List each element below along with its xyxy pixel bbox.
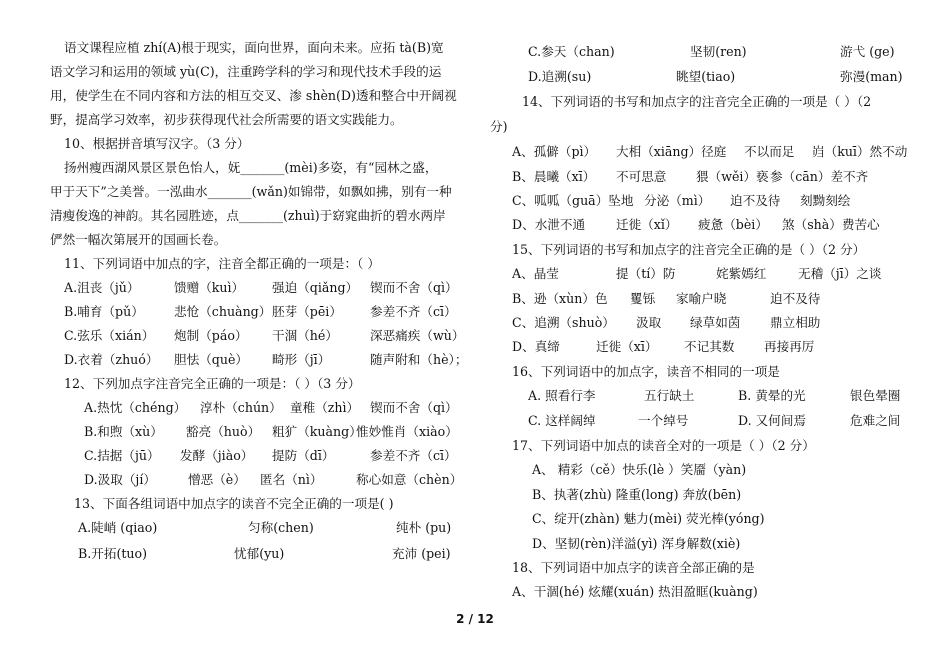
option-d: D、真缔 (512, 339, 560, 354)
option-word: 参差不齐（cī） (370, 304, 457, 319)
option-word: 胆怯（què） (174, 352, 249, 367)
option-word: 馈赠（kuì） (174, 280, 245, 295)
option-c: C. 这样阔绰 (528, 413, 596, 428)
option-word: 强迫（qiǎng） (272, 280, 359, 295)
option-word: 纯朴 (pu) (396, 520, 452, 535)
passage-line: 野，提高学习效率，初步获得现代社会所需要的语文实践能力。 (50, 112, 403, 127)
option-word: 鼎立相助 (770, 315, 821, 330)
option-word: 参差不齐（cī） (370, 448, 457, 463)
option-word: 提防（dī） (272, 448, 335, 463)
option-word: 大相（xiāng）径庭 (616, 144, 727, 159)
option-word: 锲而不舍（qì） (370, 280, 458, 295)
option-c: C、绽开(zhàn) 魅力(mèi) 荧光棒(yóng) (532, 511, 765, 526)
option-word: 猥（wěi）亵 (696, 169, 769, 184)
option-word: 不记其数 (684, 339, 735, 354)
option-b: B、执著(zhù) 隆重(long) 奔放(bēn) (532, 487, 742, 502)
option-word: 匀称(chen) (248, 520, 314, 535)
option-word: 无稽（jī）之谈 (798, 266, 882, 281)
question-10-line: 清瘦俊逸的神韵。其名园胜迹，点_______(zhuì)于窈窕曲折的碧水两岸 (50, 208, 446, 223)
question-12-title: 12、下列加点字注音完全正确的一项是：（ ）（3 分） (64, 376, 361, 391)
question-14-title-cont: 分) (490, 119, 508, 134)
option-word: 匿名（nì） (260, 472, 323, 487)
option-a: A. 照看行李 (528, 388, 596, 403)
option-word: 胚芽（pēi） (272, 304, 342, 319)
option-word: 汲取 (636, 315, 662, 330)
option-c: C、呱呱（guā）坠地 (512, 193, 634, 208)
option-word: 锲而不舍（qì） (370, 400, 458, 415)
option-word: 充沛 (pei) (392, 546, 451, 561)
option-a: A.热忱（chéng） (84, 400, 187, 415)
option-word: 刻黝刻绘 (800, 193, 851, 208)
option-word: 五行缺土 (644, 388, 695, 403)
option-a: A、孤僻（pì） (512, 144, 597, 159)
option-word: 不可思意 (616, 169, 667, 184)
option-word: 不以而足 (744, 144, 795, 159)
question-14-title: 14、下列词语的书写和加点字的注音完全正确的一项是（ ）（2 (522, 94, 872, 109)
option-word: 豁亮（huò） (186, 424, 261, 439)
option-word: 提（tí）防 (616, 266, 676, 281)
option-b: B.哺育（pǔ） (64, 304, 144, 319)
option-word: 弥漫(man) (840, 69, 903, 84)
option-word: 参（cān）差不齐 (770, 169, 869, 184)
question-10-line: 扬州瘦西湖风景区景色怡人，妩_______(mèi)多姿，有“园林之盛， (64, 160, 438, 175)
option-word: 银色晕圈 (850, 388, 901, 403)
option-word: 姹紫嫣红 (716, 266, 767, 281)
option-word: 童稚（zhì） (290, 400, 360, 415)
option-word: 岿（kuī）然不动 (812, 144, 908, 159)
option-d: D、水泄不通 (512, 217, 586, 232)
option-d: D.汲取（jí） (84, 472, 156, 487)
option-c: C.拮据（jū） (84, 448, 160, 463)
option-word: 粗犷（kuàng） (272, 424, 362, 439)
option-word: 煞（shà）费苦心 (782, 217, 880, 232)
option-b: B.开拓(tuo) (78, 546, 148, 561)
option-word: 眺望(tiao) (676, 69, 736, 84)
option-a: A.沮丧（jǔ） (64, 280, 140, 295)
page-number: 2 / 12 (456, 612, 494, 626)
option-word: 绿草如茵 (690, 315, 741, 330)
question-10-title: 10、根据拼音填写汉字。（3 分） (64, 136, 250, 151)
question-10-line: 甲于天下”之美誉。一泓曲水_______(wǎn)如锦带，如飘如拂，别有一种 (50, 184, 452, 199)
option-word: 迫不及待 (730, 193, 781, 208)
question-10-line: 俨然一幅次第展开的国画长卷。 (50, 232, 227, 247)
option-word: 分泌（mì） (644, 193, 711, 208)
option-word: 淳朴（chún） (200, 400, 282, 415)
option-c: C、追溯（shuò） (512, 315, 615, 330)
passage-line: 语文课程应植 zhí(A)根于现实，面向世界，面向未来。应拓 tà(B)宽 (64, 40, 444, 55)
option-c: C.参天（chan) (528, 44, 615, 59)
question-16-title: 16、下列词语中的加点字，读音不相同的一项是 (512, 364, 780, 379)
option-word: 惟妙惟肖（xiào） (356, 424, 458, 439)
option-word: 疲惫（bèi） (698, 217, 768, 232)
option-word: 悲怆（chuàng） (174, 304, 272, 319)
option-d: D.追溯(su) (528, 69, 592, 84)
question-11-title: 11、下列词语中加点的字，注音全都正确的一项是：（ ） (64, 256, 380, 271)
option-b: B. 黄晕的光 (738, 388, 806, 403)
option-b: B、逊（xùn）色 (512, 291, 608, 306)
option-word: 憎恶（è） (188, 472, 246, 487)
option-word: 炮制（páo） (174, 328, 248, 343)
option-word: 一个绰号 (638, 413, 689, 428)
option-word: 干涸（hé） (272, 328, 338, 343)
question-18-title: 18、下列词语中加点字的读音全部正确的是 (512, 560, 755, 575)
option-word: 家喻户晓 (676, 291, 727, 306)
option-d: D、坚韧(rèn)洋溢(yì) 浑身解数(xiè) (532, 536, 741, 551)
option-b: B、晨曦（xī） (512, 169, 596, 184)
option-word: 称心如意（chèn） (356, 472, 463, 487)
option-c: C.弦乐（xián） (64, 328, 155, 343)
option-a: A、 精彩（cě）快乐(lè ）笑靥（yàn) (532, 462, 747, 477)
option-word: 随声附和（hè）； (370, 352, 468, 367)
option-word: 忧郁(yu) (234, 546, 285, 561)
option-word: 矍铄 (630, 291, 656, 306)
question-13-title: 13、下面各组词语中加点字的读音不完全正确的一项是( ) (74, 496, 394, 511)
option-word: 深恶痛疾（wù） (370, 328, 465, 343)
option-word: 迁徙（xǐ） (616, 217, 678, 232)
question-15-title: 15、下列词语的书写和加点字的注音完全正确的是（ ）（2 分） (512, 242, 866, 257)
question-17-title: 17、下列词语中加点的读音全对的一项是（ ）（2 分） (512, 438, 815, 453)
option-word: 畸形（jī） (272, 352, 331, 367)
option-word: 迁徙（xī） (596, 339, 658, 354)
option-d: D.衣着（zhuó） (64, 352, 159, 367)
option-a: A、干涸(hé) 炫耀(xuán) 热泪盈眶(kuàng) (512, 584, 758, 599)
option-word: 游弋 (ge) (840, 44, 895, 59)
option-word: 发酵（jiào） (180, 448, 254, 463)
option-word: 迫不及待 (770, 291, 821, 306)
option-word: 危难之间 (850, 413, 901, 428)
option-word: 再接再厉 (764, 339, 815, 354)
option-b: B.和煦（xù） (84, 424, 163, 439)
option-a: A.陡峭 (qiao) (78, 520, 158, 535)
passage-line: 语文学习和运用的领域 yù(C)，注重跨学科的学习和现代技术手段的运 (50, 64, 442, 79)
option-word: 坚韧(ren) (690, 44, 747, 59)
passage-line: 用，使学生在不同内容和方法的相互交叉、渗 shèn(D)透和整合中开阔视 (50, 88, 457, 103)
option-a: A、晶莹 (512, 266, 559, 281)
option-d: D. 又何间焉 (738, 413, 807, 428)
